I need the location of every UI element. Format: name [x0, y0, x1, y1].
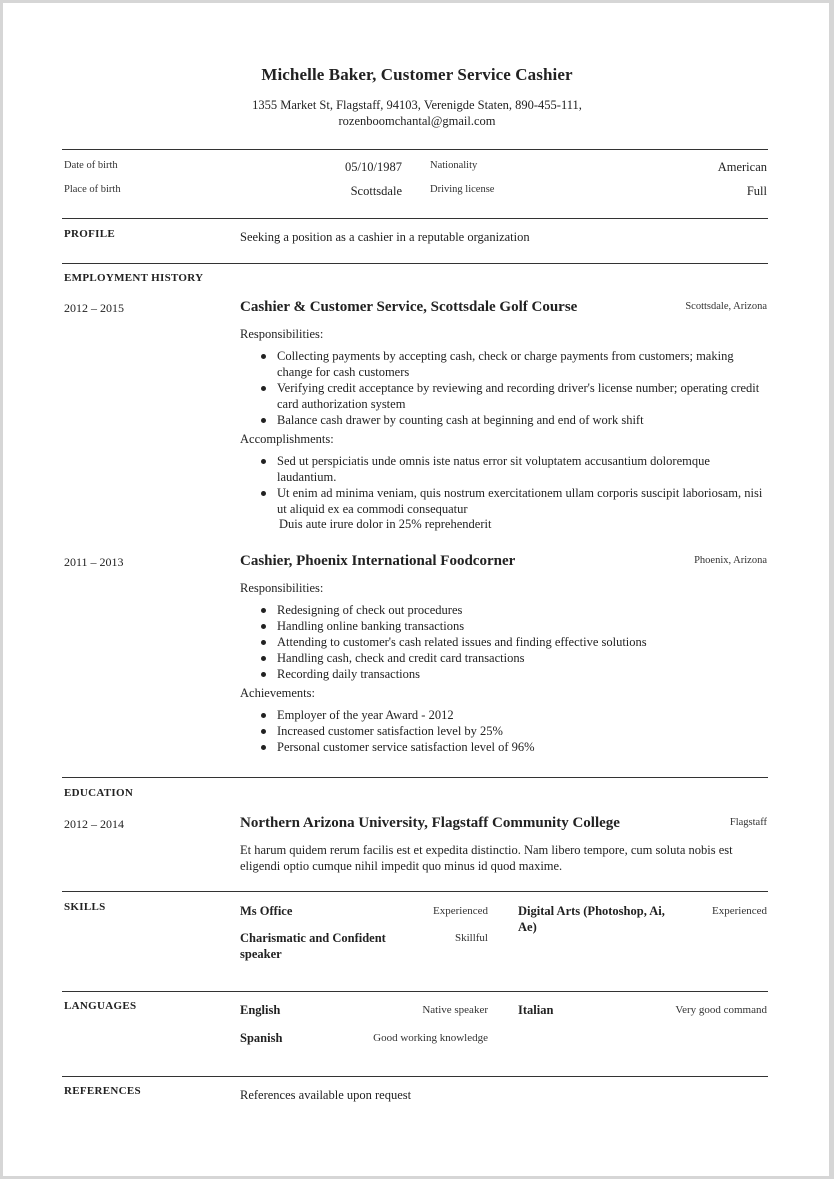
accomplishments-list [277, 453, 772, 517]
job-location: Scottsdale, Arizona [685, 301, 767, 312]
list-item: Sed ut perspiciatis unde omnis iste natus error sit voluptatem accusantium doloremque laudantium. [277, 453, 772, 485]
list-item: Handling cash, check and credit card transactions [277, 650, 772, 666]
education-location: Flagstaff [729, 817, 767, 828]
language-name: Italian [518, 1003, 554, 1017]
skill-level: Skillful [454, 932, 488, 944]
accomplishment-extra: Duis aute irure dolor in 25% reprehenderit [279, 517, 492, 531]
language-level: Good working knowledge [373, 1032, 488, 1044]
language-level: Native speaker [422, 1004, 488, 1016]
skill-name: Ms Office [240, 904, 293, 918]
section-title-education: EDUCATION [64, 787, 134, 799]
education-school: Northern Arizona University, Flagstaff Community College [240, 815, 620, 831]
list-item: Handling online banking transactions [277, 618, 772, 634]
job-title: Cashier, Phoenix International Foodcorner [240, 553, 516, 569]
dob-value: 05/10/1987 [345, 160, 402, 174]
address-line: 1355 Market St, Flagstaff, 94103, Verenigde Staten, 890-455-111, [252, 98, 582, 112]
job-dates: 2012 – 2015 [64, 301, 124, 315]
driving-license-value: Full [746, 184, 767, 198]
pob-value: Scottsdale [350, 184, 402, 198]
responsibilities-list [277, 348, 772, 428]
section-title-employment: EMPLOYMENT HISTORY [64, 272, 204, 284]
pob-label: Place of birth [64, 184, 121, 195]
accomplishments-label: Accomplishments: [240, 432, 334, 446]
divider [62, 991, 768, 992]
skill-level: Experienced [433, 905, 488, 917]
section-title-skills: SKILLS [64, 901, 106, 913]
list-item: Employer of the year Award - 2012 [277, 707, 772, 723]
list-item: Increased customer satisfaction level by 25% [277, 723, 772, 739]
profile-text: Seeking a position as a cashier in a reputable organization [240, 230, 530, 244]
job-location: Phoenix, Arizona [694, 555, 767, 566]
divider [62, 891, 768, 892]
achievements-label: Achievements: [240, 686, 315, 700]
nationality-value: American [717, 160, 767, 174]
list-item: Attending to customer's cash related issues and finding effective solutions [277, 634, 772, 650]
job-title: Cashier & Customer Service, Scottsdale Golf Course [240, 299, 578, 315]
section-title-languages: LANGUAGES [64, 1000, 137, 1012]
divider [62, 777, 768, 778]
dob-label: Date of birth [64, 160, 118, 171]
section-title-profile: PROFILE [64, 228, 115, 240]
email: rozenboomchantal@gmail.com [338, 114, 496, 128]
contact-info [0, 97, 834, 129]
list-item: Ut enim ad minima veniam, quis nostrum exercitationem ullam corporis suscipit laboriosam, nisi ut aliquid ex ea commodi consequatur [277, 485, 772, 517]
list-item: Balance cash drawer by counting cash at beginning and end of work shift [277, 412, 772, 428]
list-item: Recording daily transactions [277, 666, 772, 682]
responsibilities-label: Responsibilities: [240, 581, 324, 595]
education-description: Et harum quidem rerum facilis est et expedita distinctio. Nam libero tempore, cum soluta nobis est eligendi optio cumque nihil impedit quo minus id quod maxime. [240, 843, 733, 873]
divider [62, 263, 768, 264]
divider [62, 218, 768, 219]
divider [62, 1076, 768, 1077]
language-name: Spanish [240, 1031, 283, 1045]
language-name: English [240, 1003, 281, 1017]
list-item: Redesigning of check out procedures [277, 602, 772, 618]
list-item: Collecting payments by accepting cash, check or charge payments from customers; making change for cash customers [277, 348, 772, 380]
divider [62, 149, 768, 150]
list-item: Verifying credit acceptance by reviewing and recording driver's license number; operating credit card authorization system [277, 380, 772, 412]
references-text: References available upon request [240, 1088, 412, 1102]
education-dates: 2012 – 2014 [64, 817, 124, 831]
driving-license-label: Driving license [430, 184, 495, 195]
skill-name: Digital Arts (Photoshop, Ai, Ae) [518, 904, 665, 934]
section-title-references: REFERENCES [64, 1085, 141, 1097]
job-dates: 2011 – 2013 [64, 555, 124, 569]
responsibilities-label: Responsibilities: [240, 327, 324, 341]
resume-name-title: Michelle Baker, Customer Service Cashier [261, 65, 573, 84]
language-level: Very good command [675, 1004, 767, 1016]
nationality-label: Nationality [430, 160, 478, 171]
achievements-list [277, 707, 772, 755]
list-item: Personal customer service satisfaction level of 96% [277, 739, 772, 755]
skill-level: Experienced [712, 905, 767, 917]
responsibilities-list [277, 602, 772, 682]
skill-name: Charismatic and Confident speaker [240, 931, 386, 961]
